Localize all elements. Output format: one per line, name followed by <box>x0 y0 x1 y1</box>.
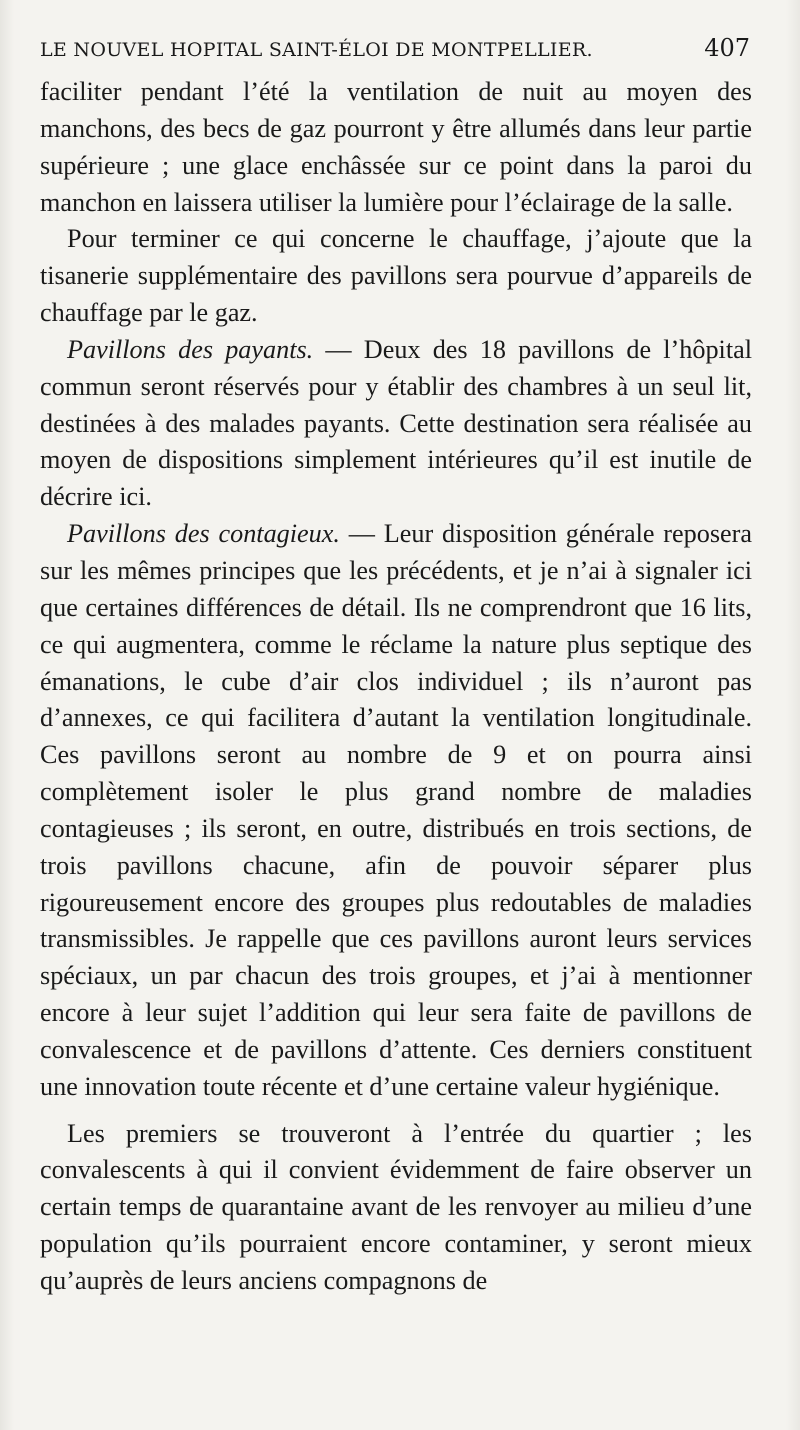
paragraph <box>40 516 752 1106</box>
running-title: LE NOUVEL HOPITAL SAINT-ÉLOI DE MONTPELLIER. <box>40 39 593 61</box>
page-number: 407 <box>704 34 750 62</box>
paragraph-text: — Deux des 18 pavillons de l’hôpital commun seront réservés pour y établir des chambres à un seul lit, destinées à des malades payants. Cette destination sera réalisée au moyen de dispositions simplement intérieures qu’il est inutile de décrire ici. <box>40 334 752 512</box>
section-heading: Pavillons des payants. <box>67 334 314 364</box>
paragraph <box>40 332 752 516</box>
page-header <box>40 34 750 62</box>
section-heading: Pavillons des contagieux. <box>67 519 340 549</box>
paragraph-text: Les premiers se trouveront à l’entrée du quartier ; les convalescents à qui il convient évidemment de faire observer un certain temps de quarantaine avant de les renvoyer au milieu d’une population qu’ils pourraient encore contaminer, y seront mieux qu’auprès de leurs anciens compagnons de <box>40 1118 752 1295</box>
paragraph-text: — Leur disposition générale reposera sur les mêmes principes que les précédents, et je n’ai à signaler ici que certaines différences de détail. Ils ne comprendront que 16 lits, ce qui augmentera, comme le réclame la nature plus septique des émanations, le cube d’air clos individuel ; ils n’auront pas d’annexes, ce qui facilitera d’autant la ventilation longitudinale. Ces pavillons seront au nombre de 9 et on pourra ainsi complètement isoler le plus grand nombre de maladies contagieuses ; ils seront, en outre, distribués en trois sections, de trois pavillons chacune, afin de pouvoir séparer plus rigoureusement encore des groupes plus redoutables de maladies transmissibles. Je rappelle que ces pavillons auront leurs services spéciaux, un par chacun des trois groupes, et j’ai à mentionner encore à leur sujet l’addition qui leur sera faite de pavillons de convalescence et de pavillons d’attente. Ces derniers constituent une innovation toute récente et d’une certaine valeur hygiénique. <box>40 519 752 1101</box>
paragraph <box>40 1116 752 1300</box>
body-text <box>40 74 752 1300</box>
paragraph-text: faciliter pendant l’été la ventilation de nuit au moyen des manchons, des becs de gaz pourront y être allumés dans leur partie supérieure ; une glace enchâssée sur ce point dans la paroi du manchon en laissera utiliser la lumière pour l’éclairage de la salle. <box>40 77 752 217</box>
paragraph <box>40 221 752 332</box>
paragraph <box>40 74 752 221</box>
paragraph-text: Pour terminer ce qui concerne le chauffage, j’ajoute que la tisanerie supplémentaire des pavillons sera pourvue d’appareils de chauffage par le gaz. <box>40 224 752 328</box>
